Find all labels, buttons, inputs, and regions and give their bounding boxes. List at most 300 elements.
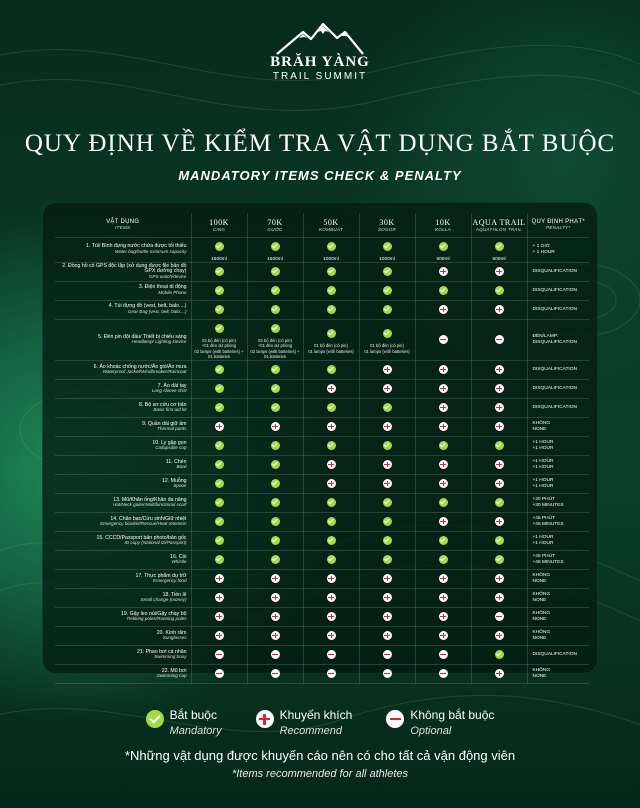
table-row bbox=[55, 319, 589, 360]
minus-icon bbox=[495, 612, 504, 621]
plus-icon bbox=[439, 479, 448, 488]
item-name: 10. Ly gập gọn bbox=[152, 439, 187, 446]
penalty-cell bbox=[527, 436, 589, 455]
check-icon bbox=[383, 329, 392, 338]
item-name: 2. Đồng hồ có GPS độc lập (xử dụng được file bản đồ GPX đường chạy) bbox=[62, 262, 187, 275]
status-cell bbox=[359, 512, 415, 531]
item-cell bbox=[55, 474, 191, 493]
status-cell bbox=[415, 360, 471, 379]
item-name-en: Waterproof Jacket/Windbreaker/Raincoat bbox=[102, 369, 187, 375]
penalty-text: DISQUALIFICATION bbox=[532, 404, 577, 410]
check-icon bbox=[215, 479, 224, 488]
minus-icon bbox=[439, 669, 448, 678]
item-cell bbox=[55, 512, 191, 531]
capacity-value: 1000ml bbox=[379, 256, 395, 262]
page-subtitle: MANDATORY ITEMS CHECK & PENALTY bbox=[178, 168, 462, 183]
minus-icon bbox=[383, 669, 392, 678]
status-cell bbox=[471, 626, 527, 645]
column-header bbox=[359, 213, 415, 237]
item-cell bbox=[55, 607, 191, 626]
plus-icon bbox=[495, 669, 504, 678]
status-cell bbox=[191, 588, 247, 607]
check-icon bbox=[327, 536, 336, 545]
plus-icon bbox=[495, 631, 504, 640]
status-cell bbox=[191, 398, 247, 417]
check-icon bbox=[271, 242, 280, 251]
check-icon bbox=[327, 267, 336, 276]
cell-note: 01 bộ đèn (có pin) bbox=[370, 342, 404, 348]
check-icon bbox=[439, 441, 448, 450]
status-cell bbox=[303, 645, 359, 664]
check-icon bbox=[327, 305, 336, 314]
item-name-en: ID copy (National ID/Passport) bbox=[124, 540, 187, 546]
check-icon bbox=[215, 365, 224, 374]
capacity-value: 1500ml bbox=[267, 256, 283, 262]
item-name: 6. Áo khoác chống nước/Áo gió/Áo mưa bbox=[93, 363, 187, 370]
status-cell bbox=[359, 319, 415, 360]
penalty-text: KHÔNG bbox=[532, 572, 551, 578]
legend-item-mandatory bbox=[146, 708, 222, 737]
item-name-en: Collapsible cup bbox=[155, 445, 187, 451]
penalty-text: +30 PHÚT bbox=[532, 496, 556, 502]
status-cell bbox=[247, 550, 303, 569]
penalty-cell bbox=[527, 237, 589, 262]
column-header-sublabel: SOGOR bbox=[377, 226, 397, 232]
legend-label: Không bắt buộc bbox=[410, 708, 495, 722]
item-name-en: Hat/Neck gaiter/Multifunctional scarf bbox=[112, 502, 187, 508]
penalty-text: + 1 GIỜ bbox=[532, 243, 550, 249]
status-cell bbox=[471, 436, 527, 455]
status-cell bbox=[303, 360, 359, 379]
penalty-text: DISQUALIFICATION bbox=[532, 385, 577, 391]
item-cell bbox=[55, 360, 191, 379]
status-cell bbox=[471, 569, 527, 588]
item-cell bbox=[55, 262, 191, 281]
item-name: 11. Chén bbox=[165, 458, 187, 465]
item-cell bbox=[55, 300, 191, 319]
column-header bbox=[191, 213, 247, 237]
status-cell bbox=[471, 588, 527, 607]
column-header bbox=[247, 213, 303, 237]
check-icon bbox=[327, 441, 336, 450]
penalty-cell bbox=[527, 569, 589, 588]
plus-icon bbox=[327, 612, 336, 621]
penalty-text: KHÔNG bbox=[532, 420, 551, 426]
table-header-row bbox=[55, 213, 589, 237]
column-header bbox=[471, 213, 527, 237]
check-icon bbox=[327, 498, 336, 507]
brand-logo bbox=[0, 22, 640, 82]
status-cell bbox=[471, 550, 527, 569]
status-cell bbox=[247, 588, 303, 607]
penalty-text: DISQUALIFICATION bbox=[532, 306, 577, 312]
status-cell bbox=[191, 531, 247, 550]
item-cell bbox=[55, 645, 191, 664]
check-icon bbox=[439, 498, 448, 507]
penalty-text: +45 PHÚT bbox=[532, 553, 556, 559]
check-icon bbox=[383, 498, 392, 507]
table-row bbox=[55, 417, 589, 436]
penalty-cell bbox=[527, 398, 589, 417]
check-icon bbox=[271, 441, 280, 450]
cell-note: 02 lamps (with batteries) + 01 batteries bbox=[194, 349, 244, 359]
column-header-sublabel: PENALTY* bbox=[546, 225, 571, 231]
minus-icon bbox=[271, 669, 280, 678]
status-cell bbox=[471, 417, 527, 436]
status-cell bbox=[303, 588, 359, 607]
penalty-cell bbox=[527, 300, 589, 319]
plus-icon bbox=[439, 384, 448, 393]
check-icon bbox=[439, 536, 448, 545]
status-cell bbox=[471, 262, 527, 281]
check-icon bbox=[327, 329, 336, 338]
item-name: 14. Chăn bạc/Cứu sinh/Giữ nhiệt bbox=[110, 515, 187, 522]
minus-icon bbox=[215, 650, 224, 659]
check-icon bbox=[271, 460, 280, 469]
check-icon bbox=[271, 267, 280, 276]
penalty-cell bbox=[527, 550, 589, 569]
table-row bbox=[55, 607, 589, 626]
mountain-icon bbox=[275, 22, 365, 56]
plus-icon bbox=[215, 612, 224, 621]
check-icon bbox=[383, 555, 392, 564]
penalty-cell bbox=[527, 474, 589, 493]
check-icon bbox=[439, 242, 448, 251]
status-cell bbox=[415, 531, 471, 550]
item-name: 16. Còi bbox=[170, 553, 187, 560]
plus-icon bbox=[495, 365, 504, 374]
item-name-en: Thermal pants bbox=[157, 426, 187, 432]
status-cell bbox=[303, 569, 359, 588]
check-icon bbox=[215, 536, 224, 545]
table-row bbox=[55, 436, 589, 455]
status-cell bbox=[359, 493, 415, 512]
penalty-text: DISQUALIFICATION bbox=[532, 339, 577, 345]
status-cell bbox=[415, 588, 471, 607]
plus-icon bbox=[271, 631, 280, 640]
minus-icon bbox=[439, 650, 448, 659]
table-body bbox=[55, 237, 589, 683]
column-header bbox=[55, 213, 191, 237]
minus-icon bbox=[327, 650, 336, 659]
item-cell bbox=[55, 455, 191, 474]
plus-icon bbox=[327, 593, 336, 602]
penalty-cell bbox=[527, 588, 589, 607]
status-cell bbox=[247, 531, 303, 550]
column-header-sublabel: KOLLA bbox=[434, 226, 451, 232]
legend-label-en: Recommend bbox=[279, 725, 342, 737]
status-cell bbox=[303, 455, 359, 474]
item-name: 3. Điện thoại di động bbox=[138, 284, 187, 291]
column-header bbox=[303, 213, 359, 237]
plus-icon bbox=[383, 460, 392, 469]
status-cell bbox=[303, 474, 359, 493]
plus-icon bbox=[383, 574, 392, 583]
status-cell bbox=[191, 569, 247, 588]
legend-item-recommend bbox=[256, 708, 353, 737]
plus-icon bbox=[271, 593, 280, 602]
penalty-text: +1 HOUR bbox=[532, 439, 554, 445]
status-cell bbox=[191, 512, 247, 531]
penalty-text: +1 HOUR bbox=[532, 445, 554, 451]
penalty-cell bbox=[527, 281, 589, 300]
status-cell bbox=[415, 417, 471, 436]
penalty-text: NONE bbox=[532, 673, 547, 679]
item-cell bbox=[55, 493, 191, 512]
check-icon bbox=[215, 517, 224, 526]
status-cell bbox=[303, 607, 359, 626]
check-icon bbox=[215, 324, 224, 333]
status-cell bbox=[471, 360, 527, 379]
check-icon bbox=[215, 286, 224, 295]
logo-sub-text: TRAIL SUMMIT bbox=[272, 71, 368, 82]
status-cell bbox=[303, 398, 359, 417]
status-cell bbox=[303, 664, 359, 683]
cell-note: 01 lamps (with batteries) bbox=[364, 348, 410, 354]
status-cell bbox=[247, 645, 303, 664]
status-cell bbox=[303, 237, 359, 262]
plus-icon bbox=[327, 384, 336, 393]
check-icon bbox=[271, 517, 280, 526]
plus-icon bbox=[495, 574, 504, 583]
check-icon bbox=[327, 286, 336, 295]
column-header-label: 10K bbox=[435, 217, 451, 227]
penalty-text: +45 MINUTES bbox=[532, 521, 564, 527]
check-icon bbox=[383, 403, 392, 412]
check-icon bbox=[271, 479, 280, 488]
check-icon bbox=[495, 536, 504, 545]
check-icon bbox=[495, 286, 504, 295]
table-row bbox=[55, 550, 589, 569]
item-name: 20. Kính râm bbox=[156, 629, 187, 636]
column-header-label: QUY ĐỊNH PHẠT* bbox=[531, 219, 585, 226]
item-name-en: Basic first aid kit bbox=[153, 407, 187, 413]
legend-label: Khuyến khích bbox=[279, 708, 353, 722]
cell-note: 02 bộ đèn (có pin) bbox=[258, 337, 292, 343]
legend-label-en: Mandatory bbox=[169, 725, 222, 737]
plus-icon bbox=[495, 305, 504, 314]
plus-icon bbox=[383, 479, 392, 488]
penalty-cell bbox=[527, 626, 589, 645]
cell-note: 02 lamps (with batteries) + 01 batteries bbox=[250, 349, 300, 359]
penalty-cell bbox=[527, 664, 589, 683]
status-cell bbox=[191, 436, 247, 455]
penalty-text: KHÔNG bbox=[532, 667, 551, 673]
status-cell bbox=[247, 262, 303, 281]
check-icon bbox=[439, 286, 448, 295]
status-cell bbox=[415, 569, 471, 588]
status-cell bbox=[471, 493, 527, 512]
plus-icon bbox=[327, 460, 336, 469]
status-cell bbox=[359, 588, 415, 607]
status-cell bbox=[359, 300, 415, 319]
penalty-text: ĐÈN/LAMP: bbox=[532, 333, 559, 339]
item-name: 8. Bộ sơ cứu cơ bản bbox=[139, 401, 187, 408]
status-cell bbox=[471, 379, 527, 398]
plus-icon bbox=[495, 384, 504, 393]
check-icon bbox=[271, 365, 280, 374]
penalty-text: +30 MINUTES bbox=[532, 502, 564, 508]
penalty-cell bbox=[527, 262, 589, 281]
penalty-cell bbox=[527, 493, 589, 512]
table-row bbox=[55, 237, 589, 262]
check-icon bbox=[495, 242, 504, 251]
check-icon bbox=[383, 305, 392, 314]
penalty-text: DISQUALIFICATION bbox=[532, 287, 577, 293]
legend-label-en: Optional bbox=[410, 725, 452, 737]
legend-label: Bắt buộc bbox=[169, 708, 217, 722]
item-name: 17. Thực phẩm dự trữ bbox=[135, 572, 187, 579]
item-cell bbox=[55, 626, 191, 645]
penalty-text: +1 HOUR bbox=[532, 477, 554, 483]
status-cell bbox=[191, 493, 247, 512]
column-header-label: 100K bbox=[209, 217, 229, 227]
status-cell bbox=[247, 237, 303, 262]
status-cell bbox=[415, 319, 471, 360]
penalty-text: +1 HOUR bbox=[532, 458, 554, 464]
item-cell bbox=[55, 417, 191, 436]
plus-icon bbox=[495, 403, 504, 412]
plus-icon bbox=[383, 422, 392, 431]
check-icon bbox=[383, 517, 392, 526]
table-row bbox=[55, 360, 589, 379]
check-icon bbox=[271, 384, 280, 393]
status-cell bbox=[191, 360, 247, 379]
status-cell bbox=[191, 300, 247, 319]
check-icon bbox=[215, 242, 224, 251]
cell-note: +01 đèn dự phòng bbox=[201, 343, 237, 349]
check-icon bbox=[495, 650, 504, 659]
cell-note: +01 đèn dự phòng bbox=[257, 343, 293, 349]
status-cell bbox=[247, 626, 303, 645]
plus-icon bbox=[383, 612, 392, 621]
status-cell bbox=[247, 512, 303, 531]
penalty-text: +1 HOUR bbox=[532, 540, 554, 546]
status-cell bbox=[191, 379, 247, 398]
status-cell bbox=[471, 645, 527, 664]
plus-icon bbox=[327, 631, 336, 640]
status-cell bbox=[191, 455, 247, 474]
plus-icon bbox=[439, 517, 448, 526]
penalty-text: NONE bbox=[532, 578, 547, 584]
check-icon bbox=[271, 403, 280, 412]
penalty-cell bbox=[527, 531, 589, 550]
plus-icon bbox=[439, 612, 448, 621]
check-icon bbox=[383, 286, 392, 295]
check-icon bbox=[215, 384, 224, 393]
status-cell bbox=[415, 455, 471, 474]
penalty-text: NONE bbox=[532, 616, 547, 622]
table-row bbox=[55, 645, 589, 664]
item-name-en: Emergency food bbox=[153, 578, 187, 584]
item-name: 22. Mũ bơi bbox=[161, 667, 187, 674]
minus-icon bbox=[439, 335, 448, 344]
plus-icon bbox=[495, 267, 504, 276]
plus-icon bbox=[495, 479, 504, 488]
column-header-sublabel: CING bbox=[212, 226, 226, 232]
plus-icon bbox=[495, 593, 504, 602]
item-name: 7. Áo dài tay bbox=[157, 382, 187, 389]
item-name-en: Emergency blanket/Rescue/Heat retention bbox=[100, 521, 187, 527]
table-row bbox=[55, 281, 589, 300]
status-cell bbox=[359, 237, 415, 262]
column-header-label: 50K bbox=[323, 217, 339, 227]
minus-icon bbox=[327, 669, 336, 678]
status-cell bbox=[247, 664, 303, 683]
check-icon bbox=[215, 305, 224, 314]
logo-brand-text: BRĂH YÀNG bbox=[270, 54, 370, 70]
status-cell bbox=[415, 398, 471, 417]
item-name: 21. Phao bơi cá nhân bbox=[136, 648, 187, 655]
status-cell bbox=[415, 550, 471, 569]
penalty-cell bbox=[527, 455, 589, 474]
status-cell bbox=[303, 493, 359, 512]
legend bbox=[0, 708, 640, 737]
status-cell bbox=[359, 455, 415, 474]
status-cell bbox=[303, 531, 359, 550]
plus-icon bbox=[439, 305, 448, 314]
capacity-value: 1500ml bbox=[211, 256, 227, 262]
check-icon bbox=[271, 286, 280, 295]
penalty-text: +1 HOUR bbox=[532, 534, 554, 540]
column-header-label: 70K bbox=[267, 217, 283, 227]
status-cell bbox=[471, 300, 527, 319]
check-icon bbox=[215, 498, 224, 507]
plus-icon bbox=[271, 612, 280, 621]
item-name: 19. Gậy leo núi/Gậy chạy bộ bbox=[121, 610, 187, 617]
check-icon bbox=[271, 555, 280, 564]
status-cell bbox=[471, 319, 527, 360]
penalty-text: +45 MINUTES bbox=[532, 559, 564, 565]
item-name-en: Bowl bbox=[176, 464, 187, 470]
column-header-sublabel: AQUATHLON TRAIL bbox=[475, 226, 523, 232]
minus-icon bbox=[271, 650, 280, 659]
status-cell bbox=[471, 237, 527, 262]
status-cell bbox=[303, 626, 359, 645]
status-cell bbox=[247, 319, 303, 360]
column-header-label: VẬT DỤNG bbox=[106, 219, 140, 226]
status-cell bbox=[359, 262, 415, 281]
penalty-text: +1 HOUR bbox=[532, 483, 554, 489]
status-cell bbox=[303, 281, 359, 300]
status-cell bbox=[303, 436, 359, 455]
item-name: 1. Túi/ Bình đựng nước chứa được tối thiểu bbox=[86, 243, 187, 250]
check-icon bbox=[327, 555, 336, 564]
penalty-text: DISQUALIFICATION bbox=[532, 268, 577, 274]
status-cell bbox=[191, 417, 247, 436]
column-header-label: AQUA TRAIL bbox=[472, 217, 526, 227]
item-cell bbox=[55, 531, 191, 550]
status-cell bbox=[415, 300, 471, 319]
item-name-en: Trekking poles/Running poles bbox=[126, 616, 187, 622]
items-table bbox=[55, 213, 589, 684]
page-title: QUY ĐỊNH VỀ KIỂM TRA VẬT DỤNG BẮT BUỘC bbox=[24, 130, 616, 157]
plus-icon bbox=[439, 460, 448, 469]
penalty-text: +1 HOUR bbox=[532, 464, 554, 470]
item-name-en: Mobile Phone bbox=[158, 289, 187, 295]
item-cell bbox=[55, 281, 191, 300]
item-name-en: Gear Bag (vest, belt, balo....) bbox=[127, 308, 187, 314]
check-icon bbox=[495, 441, 504, 450]
status-cell bbox=[359, 664, 415, 683]
check-icon bbox=[215, 441, 224, 450]
plus-icon bbox=[439, 403, 448, 412]
status-cell bbox=[191, 664, 247, 683]
table-row bbox=[55, 300, 589, 319]
status-cell bbox=[303, 300, 359, 319]
check-icon bbox=[271, 536, 280, 545]
status-cell bbox=[303, 379, 359, 398]
